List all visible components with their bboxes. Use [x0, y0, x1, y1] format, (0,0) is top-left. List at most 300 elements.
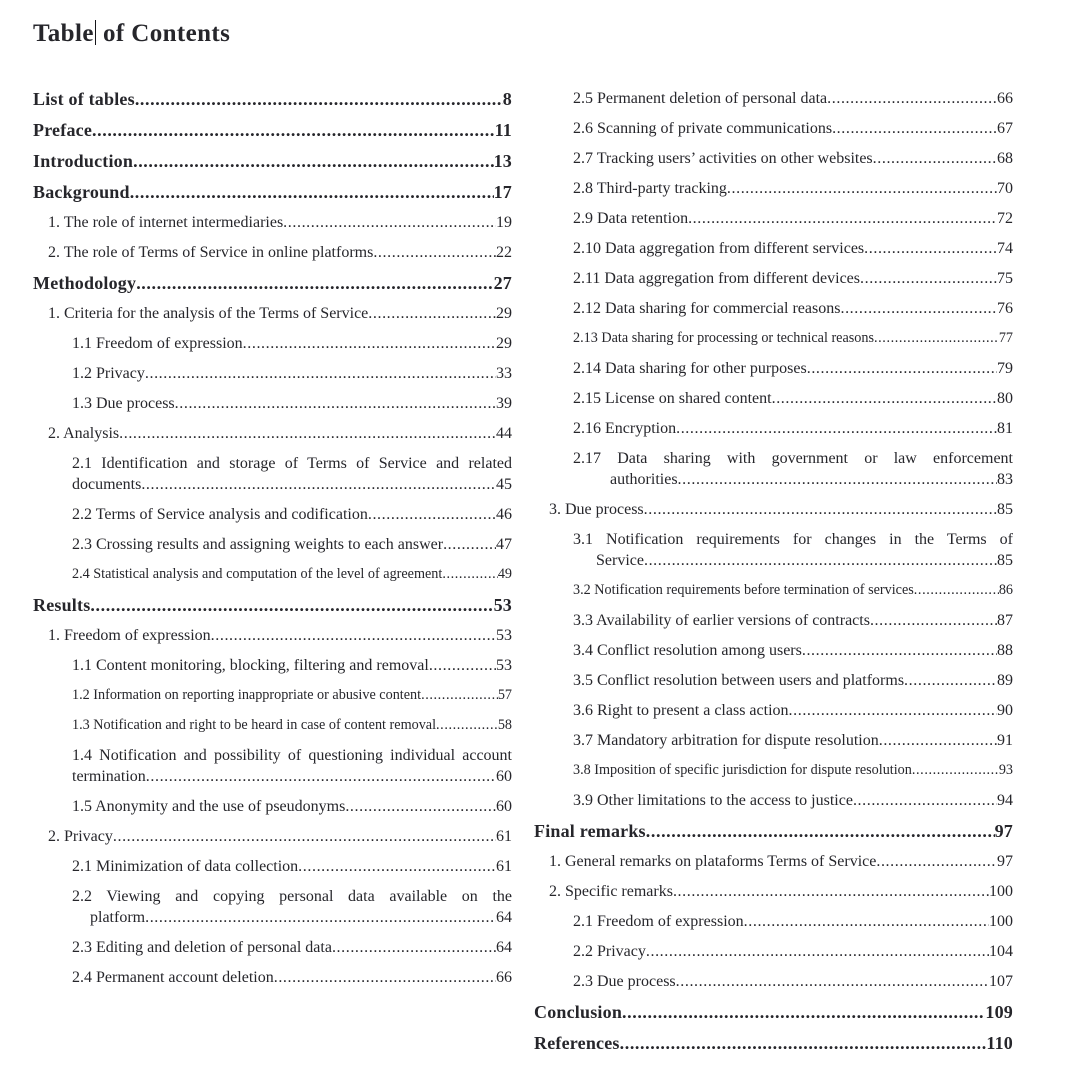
toc-entry-text: 1. Freedom of expression [48, 627, 211, 644]
title-text-after-cursor: of Contents [96, 20, 231, 47]
page-number: 107 [989, 973, 1013, 990]
dot-leader [429, 655, 496, 676]
toc-entry[interactable] [534, 88, 1013, 109]
toc-entry-text: 1. General remarks on plataforms Terms of Service [549, 853, 877, 870]
dot-leader [92, 119, 495, 141]
dot-leader [373, 242, 496, 263]
page-number: 90 [997, 702, 1013, 719]
toc-entry-text: 2.7 Tracking users’ activities on other websites [573, 150, 873, 167]
dot-leader [119, 423, 496, 444]
dot-leader [141, 474, 496, 495]
dot-leader [443, 534, 496, 555]
toc-entry[interactable] [534, 670, 1013, 691]
page-number: 44 [496, 425, 512, 442]
page-title[interactable] [33, 20, 1080, 48]
dot-leader [436, 715, 498, 736]
toc-entry-text: 1.2 Information on reporting inappropriate or abusive content [72, 687, 422, 703]
toc-column-left [33, 88, 512, 1063]
dot-leader [136, 272, 493, 294]
toc-entry-text: 1.5 Anonymity and the use of pseudonyms [72, 798, 346, 815]
toc-entry[interactable] [33, 333, 512, 354]
page-number: 8 [502, 89, 512, 109]
toc-entry-row [72, 363, 512, 384]
toc-entry-row [72, 937, 512, 958]
toc-entry-text: 2.3 Editing and deletion of personal data [72, 939, 332, 956]
dot-leader [442, 564, 497, 585]
toc-entry[interactable] [534, 268, 1013, 289]
toc-entry-text: 3.3 Availability of earlier versions of contracts [573, 612, 870, 629]
toc-entry-text: 2.9 Data retention [573, 210, 689, 227]
toc-entry-text: 1. The role of internet intermediaries [48, 214, 284, 231]
toc-entry-row [573, 118, 1013, 139]
toc-columns [33, 88, 1080, 1063]
dot-leader [832, 118, 997, 139]
toc-entry[interactable] [534, 358, 1013, 379]
toc-entry-row [573, 358, 1013, 379]
toc-entry-continuation [72, 907, 512, 928]
toc-entry-text: documents [72, 476, 142, 493]
toc-entry-row [534, 1001, 1013, 1023]
toc-entry-row [72, 856, 512, 877]
dot-leader [744, 911, 989, 932]
toc-entry[interactable] [33, 423, 512, 444]
toc-entry[interactable] [534, 700, 1013, 721]
dot-leader [673, 881, 989, 902]
toc-entry[interactable] [534, 529, 1013, 571]
toc-entry[interactable] [534, 178, 1013, 199]
dot-leader [802, 640, 997, 661]
toc-entry-text: authorities [610, 471, 678, 488]
page-number: 97 [997, 853, 1013, 870]
toc-entry-text: 2.14 Data sharing for other purposes [573, 360, 807, 377]
toc-entry-row [573, 610, 1013, 631]
page-number: 93 [998, 762, 1013, 778]
page-number: 72 [997, 210, 1013, 227]
dot-leader [646, 941, 989, 962]
toc-entry-text: 2.5 Permanent deletion of personal data [573, 90, 828, 107]
dot-leader [853, 790, 997, 811]
toc-entry-text: 3. Due process [549, 501, 644, 518]
toc-entry-text: 2.2 Terms of Service analysis and codification [72, 506, 368, 523]
dot-leader [873, 148, 997, 169]
dot-leader [676, 971, 989, 992]
toc-entry[interactable] [33, 303, 512, 324]
toc-entry-row [573, 700, 1013, 721]
page-number: 81 [997, 420, 1013, 437]
toc-entry-row [72, 967, 512, 988]
toc-entry-text: platform [90, 909, 146, 926]
toc-entry-text: 3.1 Notification requirements for changes in the Terms of [573, 531, 1013, 548]
page-number: 13 [493, 151, 512, 171]
toc-entry[interactable] [534, 941, 1013, 962]
toc-entry[interactable] [33, 119, 512, 141]
dot-leader [840, 298, 997, 319]
page-number: 86 [998, 582, 1013, 598]
dot-leader [860, 268, 997, 289]
toc-entry[interactable] [33, 886, 512, 928]
toc-entry-text: 2.4 Statistical analysis and computation of the level of agreement [72, 566, 443, 582]
toc-entry-row [573, 238, 1013, 259]
toc-entry-text: 2. Specific remarks [549, 883, 673, 900]
toc-entry[interactable] [534, 448, 1013, 490]
toc-entry-text: 2.4 Permanent account deletion [72, 969, 274, 986]
toc-entry[interactable] [33, 564, 512, 585]
toc-entry-row [33, 150, 512, 172]
page-number: 60 [496, 768, 512, 785]
page-number: 49 [497, 566, 512, 582]
page-number: 76 [997, 300, 1013, 317]
toc-entry-text: References [534, 1033, 620, 1053]
toc-entry[interactable] [33, 796, 512, 817]
toc-entry[interactable] [33, 504, 512, 525]
toc-entry[interactable] [33, 856, 512, 877]
toc-entry[interactable] [33, 625, 512, 646]
page-number: 80 [997, 390, 1013, 407]
page-number: 67 [997, 120, 1013, 137]
page-number: 100 [989, 883, 1013, 900]
toc-entry-text: 2.3 Crossing results and assigning weights to each answer [72, 536, 444, 553]
toc-entry-row [573, 148, 1013, 169]
toc-entry-text: 2.1 Freedom of expression [573, 913, 744, 930]
dot-leader [676, 418, 997, 439]
toc-entry-row [72, 685, 512, 706]
toc-entry-row [573, 730, 1013, 751]
page-number: 79 [997, 360, 1013, 377]
toc-entry[interactable] [534, 298, 1013, 319]
toc-entry[interactable] [534, 418, 1013, 439]
page-number: 29 [496, 305, 512, 322]
toc-entry-row [534, 1032, 1013, 1054]
toc-entry-text: 2.1 Minimization of data collection [72, 858, 299, 875]
toc-entry-text: 2.12 Data sharing for commercial reasons [573, 300, 841, 317]
dot-leader [368, 303, 496, 324]
toc-entry[interactable] [534, 610, 1013, 631]
toc-entry-row [573, 418, 1013, 439]
toc-entry-text: Final remarks [534, 821, 646, 841]
dot-leader [345, 796, 496, 817]
page-number: 104 [989, 943, 1013, 960]
dot-leader [644, 499, 997, 520]
dot-leader [368, 504, 496, 525]
page-number: 85 [997, 501, 1013, 518]
toc-entry[interactable] [534, 148, 1013, 169]
dot-leader [870, 610, 997, 631]
toc-entry[interactable] [534, 790, 1013, 811]
toc-entry-row [72, 715, 512, 736]
dot-leader [646, 820, 995, 842]
toc-entry-text: 3.5 Conflict resolution between users and platforms [573, 672, 905, 689]
toc-entry-text: termination [72, 768, 146, 785]
toc-entry[interactable] [534, 208, 1013, 229]
dot-leader [789, 700, 997, 721]
toc-entry[interactable] [33, 715, 512, 736]
toc-entry-text: List of tables [33, 89, 135, 109]
dot-leader [113, 826, 496, 847]
toc-entry[interactable] [534, 1032, 1013, 1054]
toc-entry-row [573, 268, 1013, 289]
toc-entry-text: 2.6 Scanning of private communications [573, 120, 833, 137]
toc-entry-row [573, 911, 1013, 932]
page-number: 61 [496, 828, 512, 845]
toc-entry[interactable] [534, 640, 1013, 661]
toc-column-right [534, 88, 1013, 1063]
dot-leader [332, 937, 496, 958]
toc-entry-row [573, 971, 1013, 992]
page-number: 74 [997, 240, 1013, 257]
toc-entry-row [573, 580, 1013, 601]
toc-entry[interactable] [33, 967, 512, 988]
page-number: 77 [998, 330, 1013, 346]
page-number: 57 [497, 687, 512, 703]
toc-entry-row [33, 594, 512, 616]
toc-entry-row [549, 851, 1013, 872]
page-number: 109 [985, 1002, 1013, 1022]
toc-entry-row [549, 499, 1013, 520]
toc-entry[interactable] [534, 881, 1013, 902]
dot-leader [283, 212, 496, 233]
toc-entry-text: 2.13 Data sharing for processing or technical reasons [573, 330, 874, 346]
toc-entry-text: 2. Privacy [48, 828, 113, 845]
toc-entry-text: 2.16 Encryption [573, 420, 677, 437]
page-number: 91 [997, 732, 1013, 749]
dot-leader [874, 328, 999, 349]
page-number: 100 [989, 913, 1013, 930]
toc-entry[interactable] [534, 971, 1013, 992]
dot-leader [298, 856, 496, 877]
page-number: 53 [496, 657, 512, 674]
page-number: 33 [496, 365, 512, 382]
page-number: 39 [496, 395, 512, 412]
toc-entry-text: 1.3 Notification and right to be heard in case of content removal [72, 717, 437, 733]
dot-leader [620, 1032, 987, 1054]
toc-entry[interactable] [534, 499, 1013, 520]
toc-entry-row [72, 796, 512, 817]
toc-entry-row [48, 212, 512, 233]
toc-entry[interactable] [33, 453, 512, 495]
toc-entry-row [48, 625, 512, 646]
toc-entry-text: Preface [33, 120, 93, 140]
toc-entry[interactable] [534, 1001, 1013, 1023]
dot-leader [727, 178, 997, 199]
toc-entry[interactable] [33, 242, 512, 263]
dot-leader [772, 388, 997, 409]
page-number: 97 [994, 821, 1013, 841]
toc-entry-row [573, 178, 1013, 199]
page-number: 66 [997, 90, 1013, 107]
toc-entry[interactable] [534, 388, 1013, 409]
toc-entry-row [33, 272, 512, 294]
toc-entry-text: 2.2 Viewing and copying personal data available on the [72, 888, 512, 905]
dot-leader [274, 967, 496, 988]
toc-entry-text: 2.3 Due process [573, 973, 676, 990]
toc-entry[interactable] [534, 820, 1013, 842]
toc-entry[interactable] [33, 937, 512, 958]
toc-entry[interactable] [534, 851, 1013, 872]
dot-leader [421, 685, 498, 706]
toc-entry-text: 1. Criteria for the analysis of the Terms of Service [48, 305, 369, 322]
toc-entry-continuation [573, 550, 1013, 571]
dot-leader [211, 625, 496, 646]
toc-entry-row [33, 181, 512, 203]
dot-leader [864, 238, 997, 259]
toc-entry[interactable] [33, 212, 512, 233]
toc-entry[interactable] [33, 150, 512, 172]
toc-entry-text: 1.1 Content monitoring, blocking, filtering and removal [72, 657, 429, 674]
toc-entry-row [48, 303, 512, 324]
toc-entry[interactable] [534, 730, 1013, 751]
page-number: 19 [496, 214, 512, 231]
page-number: 61 [496, 858, 512, 875]
toc-entry[interactable] [534, 911, 1013, 932]
dot-leader [879, 730, 997, 751]
toc-entry[interactable] [534, 118, 1013, 139]
toc-entry-text: Service [596, 552, 644, 569]
page-number: 110 [986, 1033, 1013, 1053]
toc-entry-text: 3.2 Notification requirements before termination of services [573, 582, 914, 598]
dot-leader [912, 760, 999, 781]
dot-leader [175, 393, 496, 414]
toc-entry-text: 2.2 Privacy [573, 943, 646, 960]
toc-entry[interactable] [33, 745, 512, 787]
dot-leader [90, 594, 493, 616]
toc-entry-row [573, 670, 1013, 691]
toc-entry[interactable] [534, 328, 1013, 349]
toc-entry-row [573, 388, 1013, 409]
toc-entry-text: Conclusion [534, 1002, 623, 1022]
toc-entry-row [48, 423, 512, 444]
dot-leader [807, 358, 997, 379]
page-number: 60 [496, 798, 512, 815]
dot-leader [135, 88, 503, 110]
toc-entry-row [573, 328, 1013, 349]
page-number: 66 [496, 969, 512, 986]
toc-entry[interactable] [33, 534, 512, 555]
toc-entry-text: Background [33, 182, 130, 202]
toc-entry[interactable] [534, 580, 1013, 601]
dot-leader [133, 150, 494, 172]
page-number: 64 [496, 909, 512, 926]
toc-entry-text: 2.8 Third-party tracking [573, 180, 727, 197]
dot-leader [914, 580, 999, 601]
toc-entry-text: 3.6 Right to present a class action [573, 702, 789, 719]
toc-entry-text: Methodology [33, 273, 137, 293]
toc-entry-text: Introduction [33, 151, 134, 171]
toc-entry[interactable] [33, 181, 512, 203]
page-number: 68 [997, 150, 1013, 167]
dot-leader [145, 363, 496, 384]
toc-entry-row [48, 826, 512, 847]
dot-leader [130, 181, 494, 203]
toc-entry-text: 2. Analysis [48, 425, 120, 442]
toc-entry[interactable] [33, 685, 512, 706]
dot-leader [688, 208, 997, 229]
page-number: 47 [496, 536, 512, 553]
toc-entry-text: 2.10 Data aggregation from different services [573, 240, 865, 257]
toc-entry-row [72, 504, 512, 525]
page-number: 70 [997, 180, 1013, 197]
page-number: 11 [494, 120, 512, 140]
toc-entry-row [72, 393, 512, 414]
dot-leader [622, 1001, 985, 1023]
toc-entry-text: 1.3 Due process [72, 395, 175, 412]
toc-entry[interactable] [33, 594, 512, 616]
toc-entry-row [573, 941, 1013, 962]
toc-entry-row [573, 760, 1013, 781]
toc-entry[interactable] [33, 272, 512, 294]
dot-leader [145, 907, 496, 928]
toc-entry-row [573, 640, 1013, 661]
page-number: 17 [493, 182, 512, 202]
toc-entry[interactable] [33, 393, 512, 414]
toc-entry-text: 1.2 Privacy [72, 365, 145, 382]
toc-entry-text: 2.17 Data sharing with government or law enforcement [573, 450, 1013, 467]
dot-leader [146, 766, 496, 787]
toc-entry[interactable] [33, 363, 512, 384]
page-number: 29 [496, 335, 512, 352]
toc-entry-text: 2. The role of Terms of Service in online platforms [48, 244, 374, 261]
page-number: 58 [497, 717, 512, 733]
page-number: 46 [496, 506, 512, 523]
toc-entry[interactable] [33, 826, 512, 847]
toc-entry-text: 3.7 Mandatory arbitration for dispute resolution [573, 732, 879, 749]
toc-entry-row [549, 881, 1013, 902]
title-text-before-cursor: Table [33, 20, 94, 47]
toc-entry-row [573, 790, 1013, 811]
page-number: 89 [997, 672, 1013, 689]
toc-entry-row [72, 564, 512, 585]
toc-entry-text: 3.4 Conflict resolution among users [573, 642, 802, 659]
page-number: 22 [496, 244, 512, 261]
toc-entry-text: 2.15 License on shared content [573, 390, 772, 407]
toc-entry[interactable] [33, 88, 512, 110]
dot-leader [678, 469, 997, 490]
toc-entry-text: 2.11 Data aggregation from different devices [573, 270, 860, 287]
dot-leader [243, 333, 496, 354]
page-number: 45 [496, 476, 512, 493]
dot-leader [644, 550, 997, 571]
page-number: 53 [496, 627, 512, 644]
toc-entry[interactable] [33, 655, 512, 676]
dot-leader [827, 88, 997, 109]
toc-entry[interactable] [534, 760, 1013, 781]
page-number: 88 [997, 642, 1013, 659]
page-number: 83 [997, 471, 1013, 488]
page-number: 27 [493, 273, 512, 293]
toc-entry-row [72, 655, 512, 676]
toc-entry-text: 1.4 Notification and possibility of questioning individual account [72, 747, 512, 764]
dot-leader [904, 670, 997, 691]
toc-entry-text: 3.8 Imposition of specific jurisdiction for dispute resolution [573, 762, 912, 778]
toc-entry-text: Results [33, 595, 91, 615]
toc-entry-row [534, 820, 1013, 842]
dot-leader [876, 851, 997, 872]
page-number: 94 [997, 792, 1013, 809]
toc-entry-row [573, 298, 1013, 319]
page-number: 53 [493, 595, 512, 615]
toc-entry-row [48, 242, 512, 263]
toc-entry-continuation [573, 469, 1013, 490]
toc-entry-row [573, 208, 1013, 229]
toc-entry[interactable] [534, 238, 1013, 259]
toc-entry-text: 1.1 Freedom of expression [72, 335, 243, 352]
toc-entry-continuation [72, 766, 512, 787]
toc-entry-row [72, 534, 512, 555]
page-number: 85 [997, 552, 1013, 569]
toc-entry-text: 3.9 Other limitations to the access to justice [573, 792, 853, 809]
toc-entry-row [33, 88, 512, 110]
toc-entry-row [72, 333, 512, 354]
toc-entry-continuation [72, 474, 512, 495]
